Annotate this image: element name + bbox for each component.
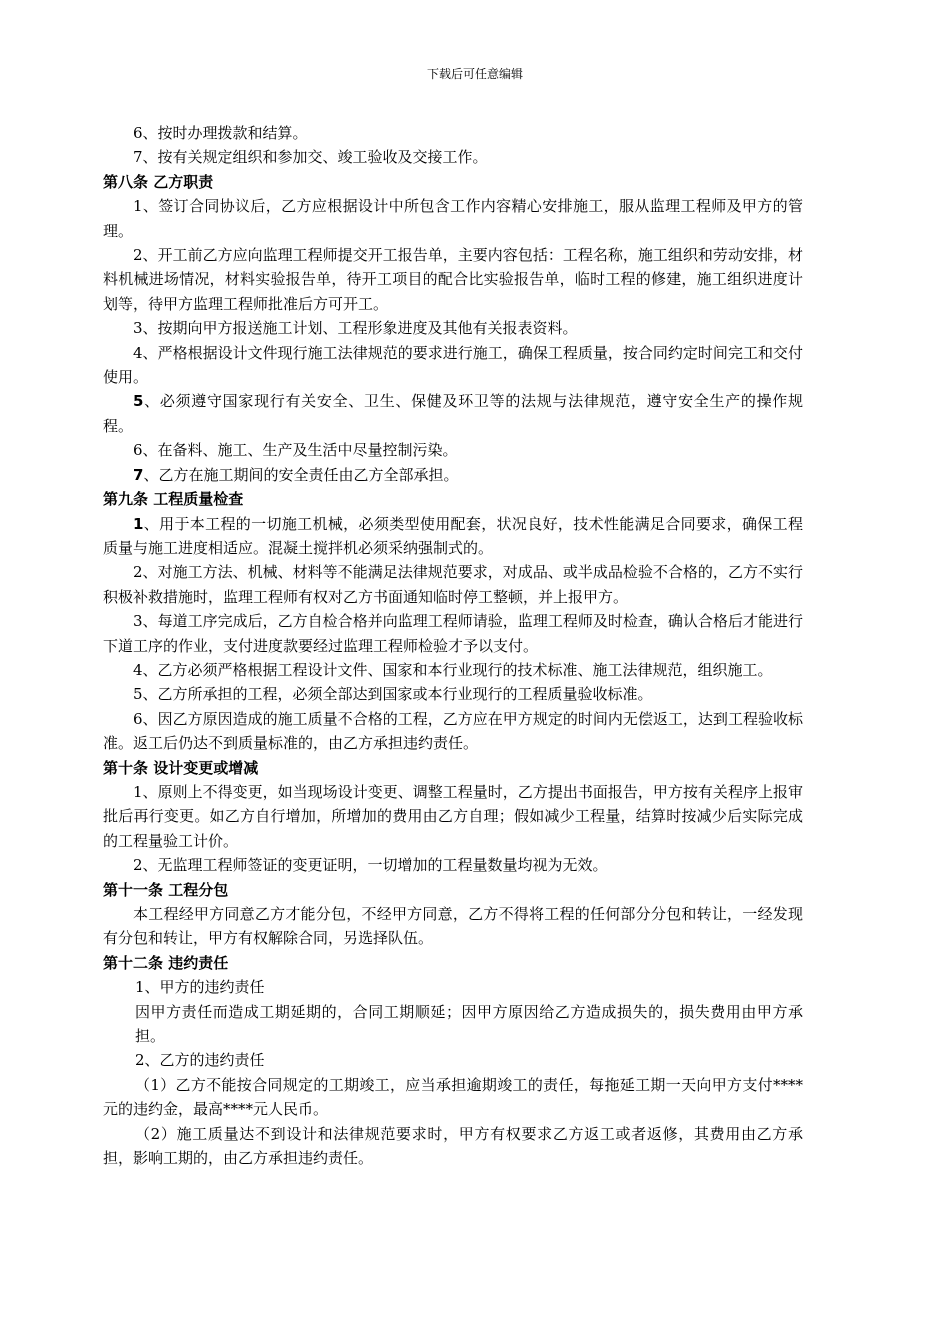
section-heading: 第九条 工程质量检查	[103, 490, 244, 509]
document-body	[103, 121, 803, 1170]
paragraph-text: 、用于本工程的一切施工机械，必须类型使用配套，状况良好，技术性能满足合同要求，确保工程质量与施工进度相适应。混凝土搅拌机必须采纳强制式的。	[103, 514, 803, 557]
paragraph: 2、对施工方法、机械、材料等不能满足法律规范要求，对成品、或半成品检验不合格的，乙方不实行积极补救措施时，监理工程师有权对乙方书面通知临时停工整顿，并上报甲方。	[103, 563, 803, 606]
paragraph: 3、按期向甲方报送施工计划、工程形象进度及其他有关报表资料。	[133, 319, 578, 338]
section-heading: 第八条 乙方职责	[103, 172, 214, 191]
paragraph: （2）施工质量达不到设计和法律规范要求时，甲方有权要求乙方返工或者返修，其费用由乙方承担，影响工期的，由乙方承担违约责任。	[103, 1124, 803, 1168]
paragraph: 7、按有关规定组织和参加交、竣工验收及交接工作。	[133, 148, 488, 167]
paragraph	[103, 512, 803, 561]
paragraph: 6、按时办理拨款和结算。	[133, 124, 308, 142]
paragraph: 6、在备料、施工、生产及生活中尽量控制污染。	[133, 441, 458, 460]
paragraph: 2、开工前乙方应向监理工程师提交开工报告单，主要内容包括：工程名称，施工组织和劳动安排，材料机械进场情况，材料实验报告单，待开工项目的配合比实验报告单，临时工程的修建，施工组织进度计划等，待甲方监理工程师批准后方可开工。	[103, 246, 803, 313]
paragraph: 4、严格根据设计文件现行施工法律规范的要求进行施工，确保工程质量，按合同约定时间完工和交付使用。	[103, 343, 803, 387]
paragraph: 6、因乙方原因造成的施工质量不合格的工程，乙方应在甲方规定的时间内无偿返工，达到工程验收标准。返工后仍达不到质量标准的，由乙方承担违约责任。	[103, 709, 803, 753]
paragraph: 2、乙方的违约责任	[135, 1051, 265, 1070]
item-number: 5	[133, 392, 144, 411]
paragraph: （1）乙方不能按合同规定的工期竣工，应当承担逾期竣工的责任，每拖延工期一天向甲方支付****元的违约金，最高****元人民币。	[103, 1075, 803, 1119]
paragraph	[103, 389, 803, 438]
paragraph: 因甲方责任而造成工期延期的，合同工期顺延；因甲方原因给乙方造成损失的，损失费用由甲方承担。	[135, 1002, 803, 1046]
item-number: 7	[133, 465, 144, 484]
section-heading: 第十条 设计变更或增减	[103, 758, 259, 777]
page-header: 下载后可任意编辑	[426, 67, 523, 81]
paragraph: 1、甲方的违约责任	[135, 978, 265, 997]
item-number: 1	[133, 514, 144, 533]
paragraph: 2、无监理工程师签证的变更证明，一切增加的工程量数量均视为无效。	[133, 856, 608, 875]
paragraph-text: 、乙方在施工期间的安全责任由乙方全部承担。	[143, 465, 459, 484]
paragraph: 5、乙方所承担的工程，必须全部达到国家或本行业现行的工程质量验收标准。	[133, 685, 653, 704]
paragraph: 4、乙方必须严格根据工程设计文件、国家和本行业现行的技术标准、施工法律规范，组织施工。	[133, 660, 773, 679]
paragraph	[103, 463, 803, 487]
section-heading: 第十二条 违约责任	[103, 953, 229, 972]
paragraph: 3、每道工序完成后，乙方自检合格并向监理工程师请验，监理工程师及时检查，确认合格后才能进行下道工序的作业，支付进度款要经过监理工程师检验才予以支付。	[103, 612, 803, 655]
paragraph: 1、签订合同协议后，乙方应根据设计中所包含工作内容精心安排施工，服从监理工程师及甲方的管理。	[103, 197, 803, 240]
paragraph: 1、原则上不得变更，如当现场设计变更、调整工程量时，乙方提出书面报告，甲方按有关程序上报审批后再行变更。如乙方自行增加，所增加的费用由乙方自理；假如减少工程量，结算时按减少后实际完成的工程量验工计价。	[103, 782, 803, 850]
section-heading: 第十一条 工程分包	[103, 880, 229, 899]
paragraph: 本工程经甲方同意乙方才能分包，不经甲方同意，乙方不得将工程的任何部分分包和转让，一经发现有分包和转让，甲方有权解除合同，另选择队伍。	[103, 905, 803, 948]
paragraph-text: 、必须遵守国家现行有关安全、卫生、保健及环卫等的法规与法律规范，遵守安全生产的操作规程。	[103, 392, 803, 435]
